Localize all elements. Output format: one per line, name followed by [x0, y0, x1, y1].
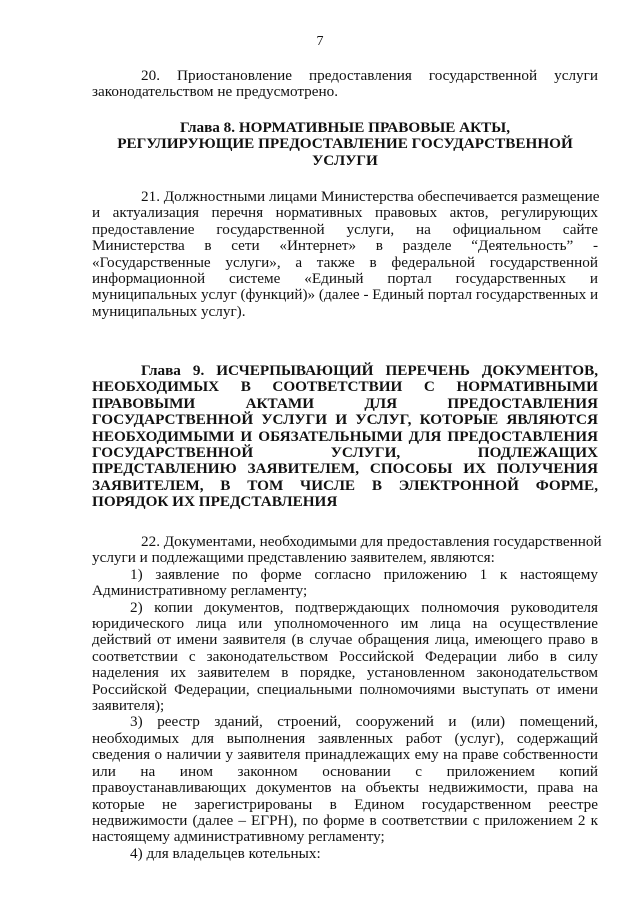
- list-item-3-line: 3) реестр зданий, строений, сооружений и (или) помещений,: [130, 713, 598, 731]
- list-item-2-line: Российской Федерации, специальными полномочиями выступать от имени: [92, 680, 598, 698]
- heading-line: ПРЕДСТАВЛЕНИЮ ЗАЯВИТЕЛЕМ, СПОСОБЫ ИХ ПОЛУЧЕНИЯ: [92, 460, 598, 478]
- heading-line: НЕОБХОДИМЫХ В СООТВЕТСТВИИ С НОРМАТИВНЫМИ: [92, 378, 598, 396]
- paragraph-line: и актуализация перечня нормативных правовых актов, регулирующих: [92, 204, 598, 222]
- heading-line: ЗАЯВИТЕЛЕМ, В ТОМ ЧИСЛЕ В ЭЛЕКТРОННОЙ ФОРМЕ,: [92, 476, 598, 494]
- list-item-2-line: юридического лица или уполномоченного им лица на осуществление: [92, 615, 598, 633]
- paragraph-line: муниципальных услуг (функций)» (далее - Единый портал государственных и: [92, 286, 599, 304]
- heading-line: ГОСУДАРСТВЕННОЙ УСЛУГИ, ПОДЛЕЖАЩИХ: [92, 444, 598, 462]
- paragraph-22: [92, 533, 602, 862]
- paragraph-line: услуги и подлежащими представлению заявителем, являются:: [92, 549, 495, 567]
- heading-line: Глава 8. НОРМАТИВНЫЕ ПРАВОВЫЕ АКТЫ,: [180, 119, 510, 136]
- heading-line: УСЛУГИ: [312, 151, 378, 169]
- list-item-3-line: сведения о наличии у заявителя принадлежащих ему на праве собственности: [92, 746, 598, 764]
- paragraph-line: предоставление государственной услуги, на официальном сайте: [92, 220, 598, 238]
- paragraph-line: законодательством не предусмотрено.: [92, 83, 339, 101]
- heading-line: ПРАВОВЫМИ АКТАМИ ДЛЯ ПРЕДОСТАВЛЕНИЯ: [92, 394, 598, 412]
- paragraph-line: 20. Приостановление предоставления государственной услуги: [141, 67, 598, 84]
- list-item-1-line: 1) заявление по форме согласно приложению 1 к настоящему: [130, 565, 598, 583]
- paragraph-line: 21. Должностными лицами Министерства обеспечивается размещение: [141, 188, 600, 205]
- list-item-3-line: которые не зарегистрированы в Едином государственном реестре: [92, 795, 598, 813]
- chapter-8-heading: [92, 120, 598, 169]
- paragraph-line: информационной системе «Единый портал государственных и: [92, 270, 598, 288]
- list-item-2-line: действий от имени заявителя (в случае обращения лица, имеющего право в: [92, 631, 598, 649]
- heading-line: ГОСУДАРСТВЕННОЙ УСЛУГИ И УСЛУГ, КОТОРЫЕ ЯВЛЯЮТСЯ: [92, 411, 598, 429]
- chapter-9-heading: [92, 363, 598, 511]
- page-number: 7: [316, 34, 324, 49]
- list-item-3-line: недвижимости (далее – ЕГРН), по форме в соответствии с приложением 2 к: [92, 811, 598, 829]
- heading-line: Глава 9. ИСЧЕРПЫВАЮЩИЙ ПЕРЕЧЕНЬ ДОКУМЕНТОВ,: [141, 362, 598, 379]
- list-item-2-line: 2) копии документов, подтверждающих полномочия руководителя: [130, 598, 598, 616]
- list-item-2-line: заявителя);: [92, 697, 165, 715]
- paragraph-20: [92, 68, 598, 101]
- heading-line: РЕГУЛИРУЮЩИЕ ПРЕДОСТАВЛЕНИЕ ГОСУДАРСТВЕННОЙ: [117, 135, 573, 153]
- heading-line: ПОРЯДОК ИХ ПРЕДСТАВЛЕНИЯ: [92, 493, 338, 511]
- list-item-1-line: Административному регламенту;: [92, 582, 308, 600]
- paragraph-line: Министерства в сети «Интернет» в разделе “Деятельность” -: [92, 237, 598, 255]
- paragraph-line: «Государственные услуги», а также в федеральной государственной: [92, 253, 598, 271]
- list-item-3-line: настоящему административному регламенту;: [92, 828, 385, 846]
- list-item-3-line: или на ином законном основании с приложением копий: [92, 762, 598, 780]
- paragraph-line: 22. Документами, необходимыми для предоставления государственной: [141, 533, 602, 550]
- heading-line: НЕОБХОДИМЫМИ И ОБЯЗАТЕЛЬНЫМИ ДЛЯ ПРЕДОСТАВЛЕНИЯ: [92, 427, 598, 445]
- list-item-3-line: необходимых для выполнения заявленных работ (услуг), содержащий: [92, 729, 598, 747]
- list-item-2-line: наделения их заявителем в порядке, установленном законодательством: [92, 664, 598, 682]
- list-item-4-line: 4) для владельцев котельных:: [130, 844, 321, 862]
- paragraph-line: муниципальных услуг).: [92, 302, 246, 320]
- list-item-3-line: правоустанавливающих документов на объекты недвижимости, права на: [92, 779, 598, 797]
- list-item-2-line: соответствии с законодательством Российской Федерации либо в силу: [92, 647, 598, 665]
- paragraph-21: [92, 189, 598, 320]
